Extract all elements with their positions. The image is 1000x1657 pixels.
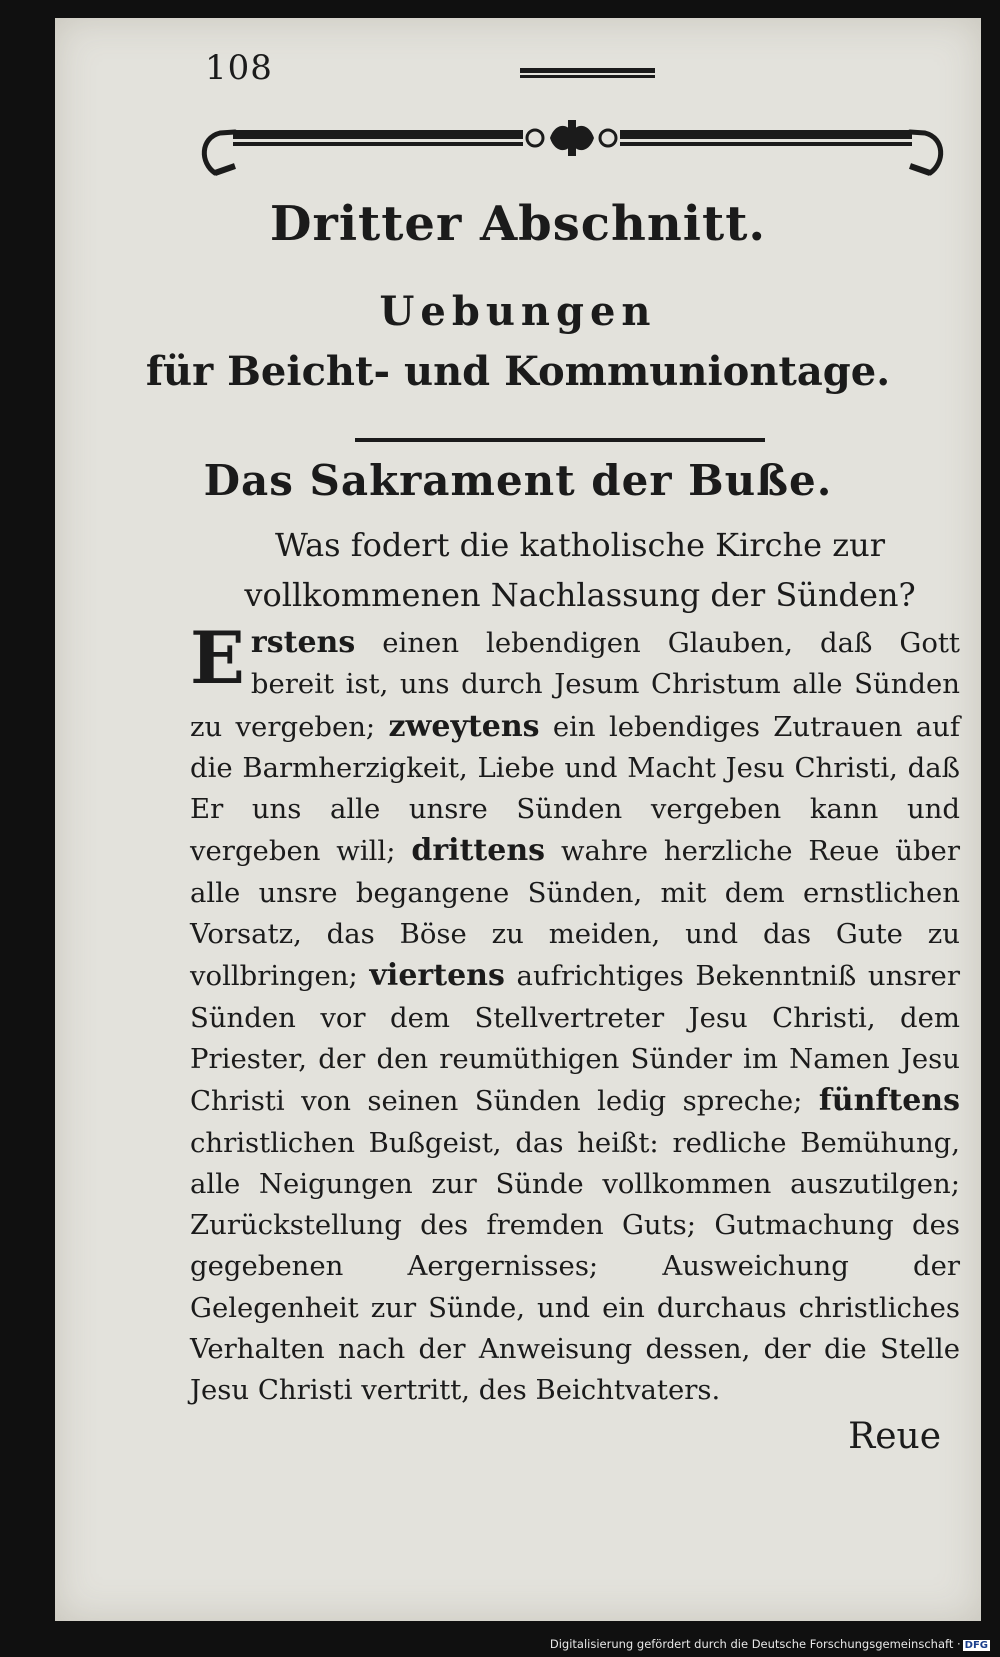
body-text: christlichen Bußgeist, das heißt: redliche Bemühung, alle Neigungen zur Sünde vollkommen auszutilgen; Zurückstellung des fremden Guts; Gutmachung des gegebenen Aergernisses; Ausweichung der Gelegenheit zur Sünde, und ein durchaus christliches Verhalten nach der Anweisung dessen, der die Stelle Jesu Christi vertritt, des Beichtvaters. bbox=[190, 1126, 960, 1407]
drop-cap: E bbox=[190, 615, 245, 700]
body-text: einen lebendigen Glauben, daß Gott bereit ist, uns durch Jesum Christum alle Sünden zu vergeben; bbox=[190, 627, 960, 743]
page-number: 108 bbox=[205, 48, 273, 88]
title-line-1: Uebungen bbox=[379, 288, 657, 335]
body-paragraph bbox=[190, 615, 961, 1412]
header-rule bbox=[520, 68, 655, 80]
keyword-fuenftens: fünftens bbox=[818, 1083, 960, 1119]
title-rule bbox=[355, 438, 765, 442]
footer-text: Digitalisierung gefördert durch die Deutsche Forschungsgemeinschaft · bbox=[549, 1637, 961, 1651]
ornament-divider bbox=[195, 118, 950, 184]
footer-credit bbox=[550, 1637, 990, 1651]
book-page bbox=[55, 18, 981, 1621]
keyword-zweytens: zweytens bbox=[388, 708, 540, 744]
subheading: Das Sakrament der Buße. bbox=[203, 456, 833, 505]
title-line-2: für Beicht- und Kommuniontage. bbox=[145, 348, 891, 395]
keyword-erstens: rstens bbox=[250, 625, 356, 660]
dfg-logo: DFG bbox=[964, 1640, 988, 1651]
section-heading: Dritter Abschnitt. bbox=[269, 196, 767, 252]
catchword: Reue bbox=[848, 1416, 941, 1457]
question-text: Was fodert die katholische Kirche zur vollkommenen Nachlassung der Sünden? bbox=[244, 526, 916, 614]
body-text: aufrichtiges Bekenntniß unsrer Sünden vor dem Stellvertreter Jesu Christi, dem Priester, der den reumüthigen Sünder im Namen Jesu Christi von seinen Sünden ledig spreche; bbox=[190, 960, 960, 1118]
body-text: ein lebendiges Zutrauen auf die Barmherzigkeit, Liebe und Macht Jesu Christi, daß Er uns alle unsre Sünden vergeben kann und vergeben will; bbox=[190, 710, 961, 868]
keyword-drittens: drittens bbox=[411, 833, 546, 869]
body-text: wahre herzliche Reue über alle unsre begangene Sünden, mit dem ernstlichen Vorsatz, das Böse zu meiden, und das Gute zu vollbringen; bbox=[190, 835, 960, 993]
keyword-viertens: viertens bbox=[369, 958, 505, 994]
